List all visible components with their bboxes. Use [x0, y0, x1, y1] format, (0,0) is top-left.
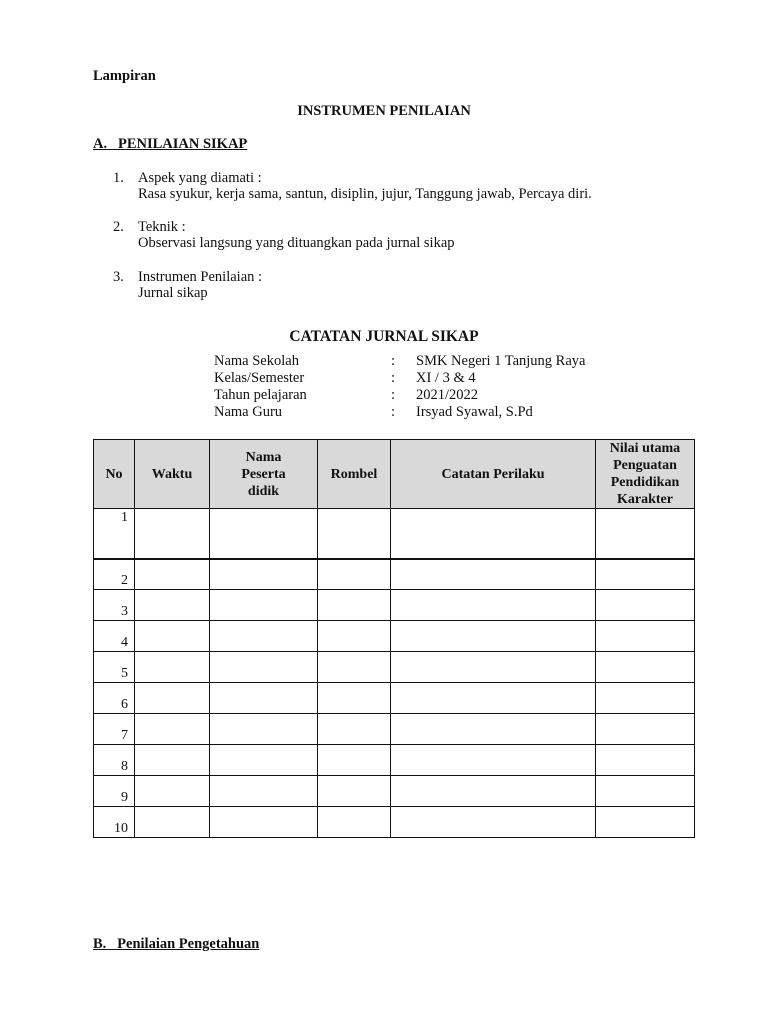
cell-no: 7	[94, 714, 135, 745]
info-value: 2021/2022	[416, 387, 479, 403]
table-row	[94, 509, 695, 559]
attitude-journal-table	[93, 439, 695, 838]
cell-rombel	[318, 652, 391, 683]
cell-waktu	[135, 683, 210, 714]
cell-no: 2	[94, 559, 135, 590]
cell-rombel	[318, 590, 391, 621]
cell-catatan	[391, 745, 596, 776]
list-label: Instrumen Penilaian :	[138, 269, 263, 285]
cell-catatan	[391, 807, 596, 838]
table-row	[94, 745, 695, 776]
cell-waktu	[135, 745, 210, 776]
section-a-heading: A. PENILAIAN SIKAP	[93, 136, 248, 152]
cell-nama	[210, 652, 318, 683]
info-row-teacher	[214, 404, 714, 421]
cell-catatan	[391, 776, 596, 807]
cell-nilai	[596, 714, 695, 745]
cell-catatan	[391, 590, 596, 621]
cell-no: 8	[94, 745, 135, 776]
cell-nama	[210, 509, 318, 559]
cell-waktu	[135, 807, 210, 838]
cell-nama	[210, 807, 318, 838]
cell-nama	[210, 621, 318, 652]
cell-rombel	[318, 714, 391, 745]
table-row	[94, 714, 695, 745]
cell-no: 10	[94, 807, 135, 838]
cell-nilai	[596, 807, 695, 838]
list-description: Observasi langsung yang dituangkan pada jurnal sikap	[138, 235, 455, 251]
table-row	[94, 683, 695, 714]
cell-nilai	[596, 559, 695, 590]
header-nama-peserta-didik: Nama Peserta didik	[210, 440, 318, 509]
info-colon: :	[391, 370, 396, 386]
info-colon: :	[391, 404, 396, 420]
cell-catatan	[391, 509, 596, 559]
cell-nilai	[596, 683, 695, 714]
cell-no: 9	[94, 776, 135, 807]
cell-nama	[210, 683, 318, 714]
cell-nilai	[596, 652, 695, 683]
header-no: No	[94, 440, 135, 509]
cell-rombel	[318, 776, 391, 807]
cell-nama	[210, 590, 318, 621]
cell-no: 1	[94, 509, 135, 559]
cell-nilai	[596, 509, 695, 559]
cell-no: 3	[94, 590, 135, 621]
list-number: 1.	[113, 170, 124, 186]
table-row	[94, 559, 695, 590]
info-colon: :	[391, 387, 396, 403]
table-row	[94, 652, 695, 683]
cell-nama	[210, 714, 318, 745]
cell-catatan	[391, 683, 596, 714]
info-value: SMK Negeri 1 Tanjung Raya	[416, 353, 586, 369]
info-label: Tahun pelajaran	[214, 387, 307, 403]
cell-waktu	[135, 652, 210, 683]
cell-rombel	[318, 745, 391, 776]
cell-no: 6	[94, 683, 135, 714]
info-label: Nama Guru	[214, 404, 283, 420]
cell-nama	[210, 776, 318, 807]
list-description: Jurnal sikap	[138, 285, 208, 301]
table-row	[94, 621, 695, 652]
cell-nilai	[596, 776, 695, 807]
list-number: 2.	[113, 219, 124, 235]
cell-waktu	[135, 559, 210, 590]
list-label: Teknik :	[138, 219, 186, 235]
cell-rombel	[318, 621, 391, 652]
section-b-heading: B. Penilaian Pengetahuan	[93, 936, 260, 952]
cell-nilai	[596, 621, 695, 652]
document-title: INSTRUMEN PENILAIAN	[297, 103, 471, 119]
school-info-block	[214, 353, 714, 421]
info-row-class	[214, 370, 714, 387]
header-rombel: Rombel	[318, 440, 391, 509]
cell-no: 5	[94, 652, 135, 683]
cell-catatan	[391, 652, 596, 683]
cell-no: 4	[94, 621, 135, 652]
header-catatan-perilaku: Catatan Perilaku	[391, 440, 596, 509]
cell-waktu	[135, 590, 210, 621]
table-row	[94, 590, 695, 621]
journal-title: CATATAN JURNAL SIKAP	[289, 328, 479, 345]
cell-catatan	[391, 621, 596, 652]
info-label: Kelas/Semester	[214, 370, 305, 386]
cell-catatan	[391, 559, 596, 590]
info-value: Irsyad Syawal, S.Pd	[416, 404, 533, 420]
cell-rombel	[318, 559, 391, 590]
cell-rombel	[318, 807, 391, 838]
cell-rombel	[318, 509, 391, 559]
info-colon: :	[391, 353, 396, 369]
cell-catatan	[391, 714, 596, 745]
info-value: XI / 3 & 4	[416, 370, 476, 386]
cell-waktu	[135, 714, 210, 745]
cell-waktu	[135, 621, 210, 652]
cell-nama	[210, 559, 318, 590]
info-row-year	[214, 387, 714, 404]
table-row	[94, 776, 695, 807]
lampiran-label: Lampiran	[93, 68, 156, 84]
list-number: 3.	[113, 269, 124, 285]
list-description: Rasa syukur, kerja sama, santun, disiplin, jujur, Tanggung jawab, Percaya diri.	[138, 186, 592, 202]
info-label: Nama Sekolah	[214, 353, 299, 369]
cell-waktu	[135, 509, 210, 559]
cell-rombel	[318, 683, 391, 714]
header-nilai-utama-ppk: Nilai utama Penguatan Pendidikan Karakter	[596, 440, 695, 509]
info-row-school	[214, 353, 714, 370]
cell-nama	[210, 745, 318, 776]
cell-nilai	[596, 745, 695, 776]
list-label: Aspek yang diamati :	[138, 170, 262, 186]
table-header-row	[94, 440, 695, 509]
header-waktu: Waktu	[135, 440, 210, 509]
cell-nilai	[596, 590, 695, 621]
table-row	[94, 807, 695, 838]
cell-waktu	[135, 776, 210, 807]
